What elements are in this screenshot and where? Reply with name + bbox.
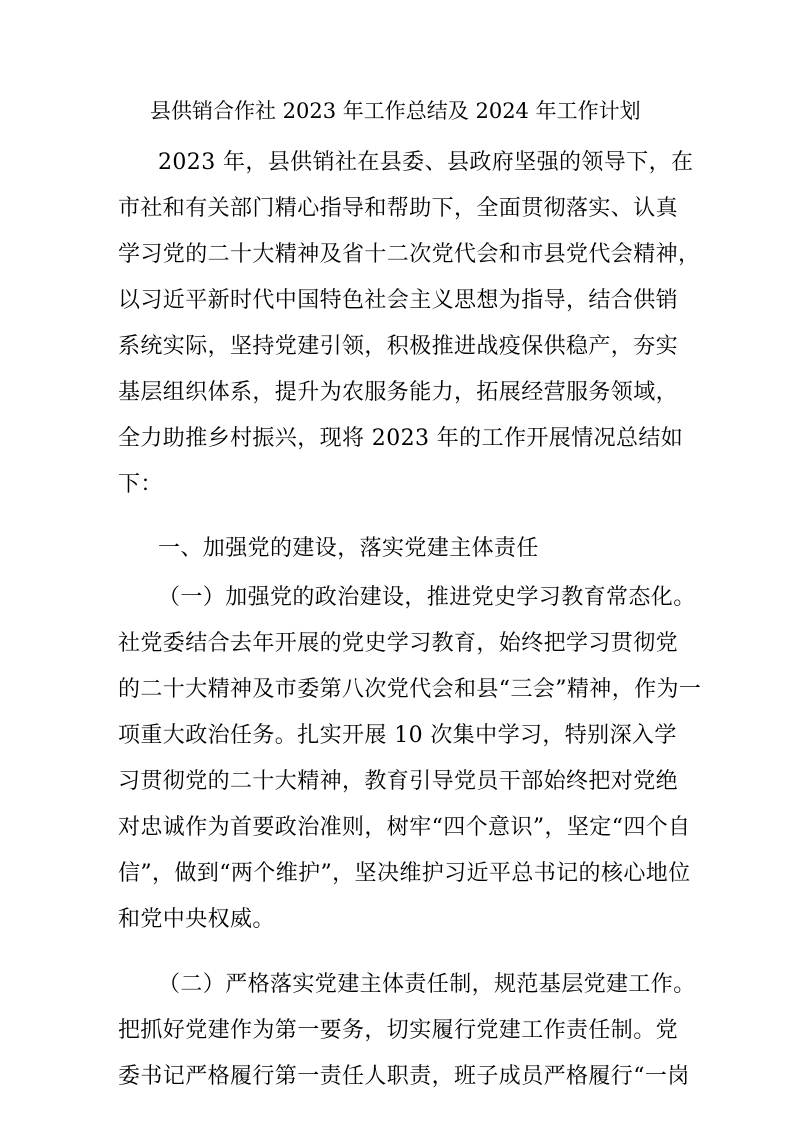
subsection-1-line: （一）加强党的政治建设，推进党史学习教育常态化。 xyxy=(158,585,696,610)
subsection-1-line: 信”，做到“两个维护”，坚决维护习近平总书记的核心地位 xyxy=(118,861,691,886)
intro-line: 全力助推乡村振兴，现将 2023 年的工作开展情况总结如 xyxy=(118,426,684,451)
section-heading: 一、加强党的建设，落实党建主体责任 xyxy=(158,536,539,561)
subsection-1-line: 对忠诚作为首要政治准则，树牢“四个意识”，坚定“四个自 xyxy=(118,815,691,840)
subsection-1-line: 和党中央权威。 xyxy=(118,907,275,932)
subsection-2-line: 委书记严格履行第一责任人职责，班子成员严格履行“一岗 xyxy=(118,1064,690,1089)
subsection-2-line: （二）严格落实党建主体责任制，规范基层党建工作。 xyxy=(158,972,696,997)
intro-line: 下： xyxy=(118,472,163,497)
intro-line: 市社和有关部门精心指导和帮助下，全面贯彻落实、认真 xyxy=(118,196,679,221)
intro-line: 学习党的二十大精神及省十二次党代会和市县党代会精神， xyxy=(118,242,701,267)
intro-line: 以习近平新时代中国特色社会主义思想为指导，结合供销 xyxy=(118,288,679,313)
subsection-1-line: 社党委结合去年开展的党史学习教育，始终把学习贯彻党 xyxy=(118,631,679,656)
subsection-2-line: 把抓好党建作为第一要务，切实履行党建工作责任制。党 xyxy=(118,1018,679,1043)
intro-line: 基层组织体系，提升为农服务能力，拓展经营服务领域， xyxy=(118,380,679,405)
subsection-1-line: 的二十大精神及市委第八次党代会和县“三会”精神，作为一 xyxy=(118,677,702,702)
document-title: 县供销合作社 2023 年工作总结及 2024 年工作计划 xyxy=(150,99,641,123)
intro-line: 系统实际，坚持党建引领，积极推进战疫保供稳产，夯实 xyxy=(118,334,679,359)
subsection-1-line: 项重大政治任务。扎实开展 10 次集中学习，特别深入学 xyxy=(118,723,677,748)
intro-line: 2023 年，县供销社在县委、县政府坚强的领导下，在 xyxy=(158,150,694,175)
subsection-1-line: 习贯彻党的二十大精神，教育引导党员干部始终把对党绝 xyxy=(118,769,679,794)
